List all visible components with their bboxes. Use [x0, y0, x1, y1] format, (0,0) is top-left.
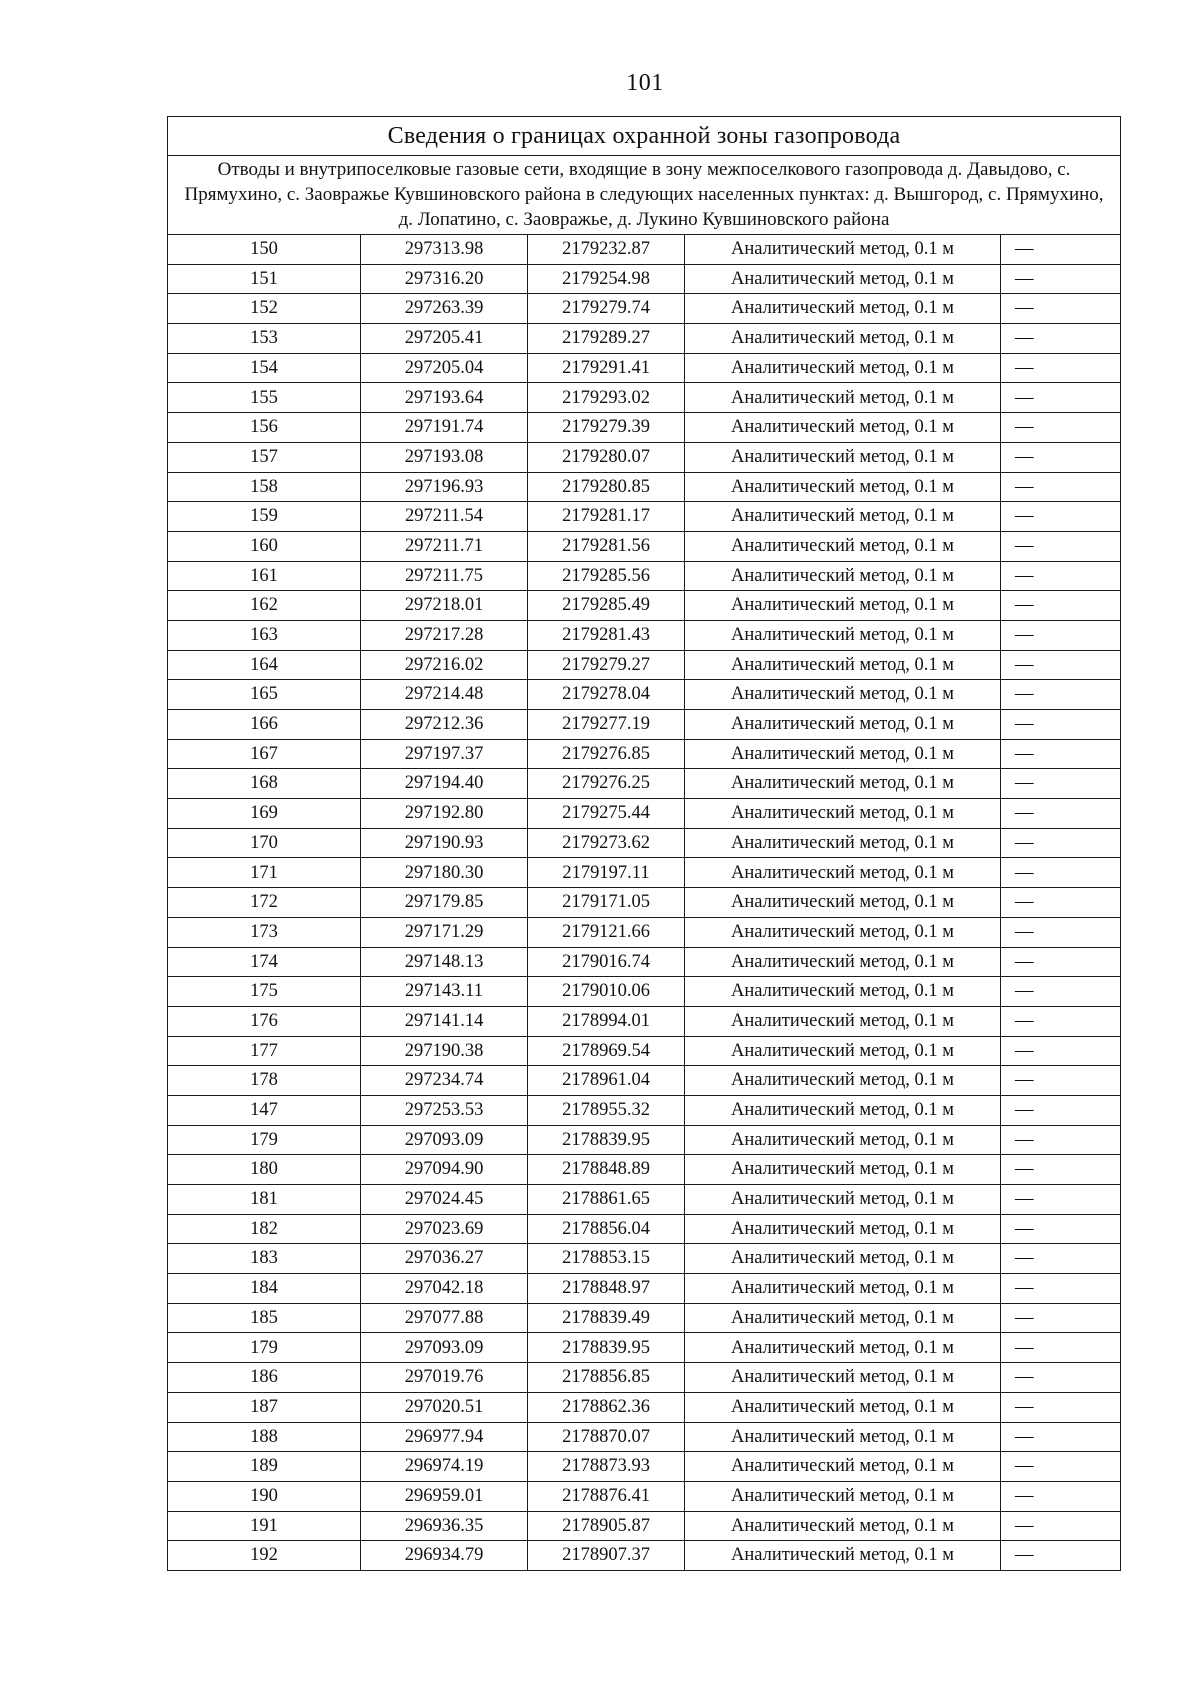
method-accuracy-cell: Аналитический метод, 0.1 м — [685, 650, 1001, 680]
description-cell: — — [1001, 739, 1121, 769]
table-row — [168, 353, 1121, 383]
point-number-cell: 175 — [168, 977, 361, 1007]
point-number-cell: 167 — [168, 739, 361, 769]
method-accuracy-cell: Аналитический метод, 0.1 м — [685, 1422, 1001, 1452]
method-accuracy-cell: Аналитический метод, 0.1 м — [685, 1006, 1001, 1036]
table-row — [168, 1244, 1121, 1274]
table-subtitle-row — [168, 156, 1121, 235]
boundary-table-container — [167, 116, 1120, 1571]
x-coordinate-cell: 297316.20 — [361, 264, 528, 294]
x-coordinate-cell: 297212.36 — [361, 710, 528, 740]
table-row — [168, 294, 1121, 324]
point-number-cell: 151 — [168, 264, 361, 294]
table-row — [168, 561, 1121, 591]
point-number-cell: 165 — [168, 680, 361, 710]
table-row — [168, 917, 1121, 947]
method-accuracy-cell: Аналитический метод, 0.1 м — [685, 917, 1001, 947]
method-accuracy-cell: Аналитический метод, 0.1 м — [685, 769, 1001, 799]
x-coordinate-cell: 297148.13 — [361, 947, 528, 977]
table-row — [168, 947, 1121, 977]
x-coordinate-cell: 297313.98 — [361, 235, 528, 265]
point-number-cell: 155 — [168, 383, 361, 413]
x-coordinate-cell: 297216.02 — [361, 650, 528, 680]
x-coordinate-cell: 297196.93 — [361, 472, 528, 502]
description-cell: — — [1001, 680, 1121, 710]
x-coordinate-cell: 296974.19 — [361, 1452, 528, 1482]
method-accuracy-cell: Аналитический метод, 0.1 м — [685, 977, 1001, 1007]
x-coordinate-cell: 297218.01 — [361, 591, 528, 621]
y-coordinate-cell: 2179281.56 — [528, 531, 685, 561]
description-cell: — — [1001, 1333, 1121, 1363]
table-row — [168, 1363, 1121, 1393]
description-cell: — — [1001, 1422, 1121, 1452]
description-cell: — — [1001, 977, 1121, 1007]
description-cell: — — [1001, 1452, 1121, 1482]
x-coordinate-cell: 297205.41 — [361, 324, 528, 354]
point-number-cell: 159 — [168, 502, 361, 532]
point-number-cell: 171 — [168, 858, 361, 888]
point-number-cell: 154 — [168, 353, 361, 383]
point-number-cell: 170 — [168, 828, 361, 858]
method-accuracy-cell: Аналитический метод, 0.1 м — [685, 680, 1001, 710]
y-coordinate-cell: 2179273.62 — [528, 828, 685, 858]
y-coordinate-cell: 2178839.95 — [528, 1125, 685, 1155]
table-row — [168, 413, 1121, 443]
table-row — [168, 620, 1121, 650]
table-row — [168, 531, 1121, 561]
description-cell: — — [1001, 294, 1121, 324]
method-accuracy-cell: Аналитический метод, 0.1 м — [685, 1363, 1001, 1393]
method-accuracy-cell: Аналитический метод, 0.1 м — [685, 1274, 1001, 1304]
x-coordinate-cell: 297211.75 — [361, 561, 528, 591]
x-coordinate-cell: 297093.09 — [361, 1125, 528, 1155]
method-accuracy-cell: Аналитический метод, 0.1 м — [685, 264, 1001, 294]
method-accuracy-cell: Аналитический метод, 0.1 м — [685, 620, 1001, 650]
point-number-cell: 191 — [168, 1511, 361, 1541]
method-accuracy-cell: Аналитический метод, 0.1 м — [685, 1392, 1001, 1422]
y-coordinate-cell: 2178862.36 — [528, 1392, 685, 1422]
point-number-cell: 176 — [168, 1006, 361, 1036]
y-coordinate-cell: 2178848.97 — [528, 1274, 685, 1304]
method-accuracy-cell: Аналитический метод, 0.1 м — [685, 1244, 1001, 1274]
y-coordinate-cell: 2178870.07 — [528, 1422, 685, 1452]
point-number-cell: 156 — [168, 413, 361, 443]
table-row — [168, 769, 1121, 799]
description-cell: — — [1001, 1481, 1121, 1511]
y-coordinate-cell: 2179232.87 — [528, 235, 685, 265]
x-coordinate-cell: 297211.71 — [361, 531, 528, 561]
method-accuracy-cell: Аналитический метод, 0.1 м — [685, 888, 1001, 918]
description-cell: — — [1001, 858, 1121, 888]
x-coordinate-cell: 297093.09 — [361, 1333, 528, 1363]
point-number-cell: 186 — [168, 1363, 361, 1393]
description-cell: — — [1001, 502, 1121, 532]
description-cell: — — [1001, 1244, 1121, 1274]
y-coordinate-cell: 2179276.85 — [528, 739, 685, 769]
table-row — [168, 442, 1121, 472]
method-accuracy-cell: Аналитический метод, 0.1 м — [685, 1066, 1001, 1096]
description-cell: — — [1001, 710, 1121, 740]
description-cell: — — [1001, 1303, 1121, 1333]
x-coordinate-cell: 297214.48 — [361, 680, 528, 710]
y-coordinate-cell: 2179279.39 — [528, 413, 685, 443]
y-coordinate-cell: 2179121.66 — [528, 917, 685, 947]
table-row — [168, 710, 1121, 740]
method-accuracy-cell: Аналитический метод, 0.1 м — [685, 413, 1001, 443]
x-coordinate-cell: 297205.04 — [361, 353, 528, 383]
y-coordinate-cell: 2178994.01 — [528, 1006, 685, 1036]
y-coordinate-cell: 2178873.93 — [528, 1452, 685, 1482]
y-coordinate-cell: 2179293.02 — [528, 383, 685, 413]
point-number-cell: 182 — [168, 1214, 361, 1244]
description-cell: — — [1001, 620, 1121, 650]
method-accuracy-cell: Аналитический метод, 0.1 м — [685, 710, 1001, 740]
description-cell: — — [1001, 591, 1121, 621]
table-row — [168, 858, 1121, 888]
point-number-cell: 172 — [168, 888, 361, 918]
description-cell: — — [1001, 947, 1121, 977]
x-coordinate-cell: 297253.53 — [361, 1095, 528, 1125]
x-coordinate-cell: 297217.28 — [361, 620, 528, 650]
method-accuracy-cell: Аналитический метод, 0.1 м — [685, 799, 1001, 829]
table-title: Сведения о границах охранной зоны газопровода — [168, 117, 1121, 156]
method-accuracy-cell: Аналитический метод, 0.1 м — [685, 1155, 1001, 1185]
y-coordinate-cell: 2179280.07 — [528, 442, 685, 472]
x-coordinate-cell: 297077.88 — [361, 1303, 528, 1333]
description-cell: — — [1001, 1274, 1121, 1304]
point-number-cell: 181 — [168, 1185, 361, 1215]
y-coordinate-cell: 2179281.43 — [528, 620, 685, 650]
description-cell: — — [1001, 1185, 1121, 1215]
y-coordinate-cell: 2178856.85 — [528, 1363, 685, 1393]
method-accuracy-cell: Аналитический метод, 0.1 м — [685, 858, 1001, 888]
description-cell: — — [1001, 1214, 1121, 1244]
x-coordinate-cell: 297180.30 — [361, 858, 528, 888]
y-coordinate-cell: 2178856.04 — [528, 1214, 685, 1244]
y-coordinate-cell: 2178839.49 — [528, 1303, 685, 1333]
point-number-cell: 178 — [168, 1066, 361, 1096]
description-cell: — — [1001, 888, 1121, 918]
description-cell: — — [1001, 1036, 1121, 1066]
point-number-cell: 161 — [168, 561, 361, 591]
method-accuracy-cell: Аналитический метод, 0.1 м — [685, 235, 1001, 265]
y-coordinate-cell: 2179280.85 — [528, 472, 685, 502]
description-cell: — — [1001, 413, 1121, 443]
y-coordinate-cell: 2179281.17 — [528, 502, 685, 532]
x-coordinate-cell: 297211.54 — [361, 502, 528, 532]
description-cell: — — [1001, 1006, 1121, 1036]
method-accuracy-cell: Аналитический метод, 0.1 м — [685, 739, 1001, 769]
description-cell: — — [1001, 383, 1121, 413]
y-coordinate-cell: 2179279.74 — [528, 294, 685, 324]
table-row — [168, 799, 1121, 829]
y-coordinate-cell: 2179016.74 — [528, 947, 685, 977]
table-row — [168, 1185, 1121, 1215]
x-coordinate-cell: 297141.14 — [361, 1006, 528, 1036]
method-accuracy-cell: Аналитический метод, 0.1 м — [685, 442, 1001, 472]
description-cell: — — [1001, 1392, 1121, 1422]
table-row — [168, 1303, 1121, 1333]
y-coordinate-cell: 2178853.15 — [528, 1244, 685, 1274]
page-number: 101 — [626, 70, 664, 96]
description-cell: — — [1001, 1363, 1121, 1393]
method-accuracy-cell: Аналитический метод, 0.1 м — [685, 1541, 1001, 1571]
table-subtitle: Отводы и внутрипоселковые газовые сети, входящие в зону межпоселкового газопровода д. Давыдово, с. Прямухино, с. Заовражье Кувшиновского района в следующих населенных пунктах: д. Вышгород, с. Прямухино, д. Лопатино, с. Заовражье, д. Лукино Кувшиновского района — [168, 156, 1121, 235]
table-row — [168, 888, 1121, 918]
method-accuracy-cell: Аналитический метод, 0.1 м — [685, 1095, 1001, 1125]
description-cell: — — [1001, 264, 1121, 294]
point-number-cell: 188 — [168, 1422, 361, 1452]
x-coordinate-cell: 297193.64 — [361, 383, 528, 413]
y-coordinate-cell: 2179279.27 — [528, 650, 685, 680]
table-row — [168, 1274, 1121, 1304]
x-coordinate-cell: 297190.38 — [361, 1036, 528, 1066]
x-coordinate-cell: 297023.69 — [361, 1214, 528, 1244]
point-number-cell: 162 — [168, 591, 361, 621]
y-coordinate-cell: 2178905.87 — [528, 1511, 685, 1541]
x-coordinate-cell: 297094.90 — [361, 1155, 528, 1185]
table-row — [168, 650, 1121, 680]
method-accuracy-cell: Аналитический метод, 0.1 м — [685, 1452, 1001, 1482]
description-cell: — — [1001, 531, 1121, 561]
y-coordinate-cell: 2178961.04 — [528, 1066, 685, 1096]
x-coordinate-cell: 297171.29 — [361, 917, 528, 947]
x-coordinate-cell: 297194.40 — [361, 769, 528, 799]
y-coordinate-cell: 2178876.41 — [528, 1481, 685, 1511]
point-number-cell: 179 — [168, 1333, 361, 1363]
table-row — [168, 1036, 1121, 1066]
point-number-cell: 185 — [168, 1303, 361, 1333]
point-number-cell: 189 — [168, 1452, 361, 1482]
point-number-cell: 179 — [168, 1125, 361, 1155]
x-coordinate-cell: 297193.08 — [361, 442, 528, 472]
y-coordinate-cell: 2179010.06 — [528, 977, 685, 1007]
description-cell: — — [1001, 769, 1121, 799]
point-number-cell: 184 — [168, 1274, 361, 1304]
table-title-row — [168, 117, 1121, 156]
method-accuracy-cell: Аналитический метод, 0.1 м — [685, 1125, 1001, 1155]
point-number-cell: 147 — [168, 1095, 361, 1125]
description-cell: — — [1001, 1511, 1121, 1541]
method-accuracy-cell: Аналитический метод, 0.1 м — [685, 1511, 1001, 1541]
table-row — [168, 1095, 1121, 1125]
table-row — [168, 1481, 1121, 1511]
table-row — [168, 1452, 1121, 1482]
table-row — [168, 1006, 1121, 1036]
method-accuracy-cell: Аналитический метод, 0.1 м — [685, 294, 1001, 324]
x-coordinate-cell: 297263.39 — [361, 294, 528, 324]
description-cell: — — [1001, 1541, 1121, 1571]
table-row — [168, 235, 1121, 265]
table-row — [168, 324, 1121, 354]
method-accuracy-cell: Аналитический метод, 0.1 м — [685, 561, 1001, 591]
point-number-cell: 168 — [168, 769, 361, 799]
table-row — [168, 1066, 1121, 1096]
x-coordinate-cell: 297019.76 — [361, 1363, 528, 1393]
method-accuracy-cell: Аналитический метод, 0.1 м — [685, 828, 1001, 858]
y-coordinate-cell: 2179289.27 — [528, 324, 685, 354]
table-row — [168, 1422, 1121, 1452]
point-number-cell: 158 — [168, 472, 361, 502]
x-coordinate-cell: 297042.18 — [361, 1274, 528, 1304]
method-accuracy-cell: Аналитический метод, 0.1 м — [685, 353, 1001, 383]
x-coordinate-cell: 297179.85 — [361, 888, 528, 918]
table-row — [168, 1214, 1121, 1244]
y-coordinate-cell: 2178839.95 — [528, 1333, 685, 1363]
x-coordinate-cell: 297024.45 — [361, 1185, 528, 1215]
y-coordinate-cell: 2178861.65 — [528, 1185, 685, 1215]
description-cell: — — [1001, 799, 1121, 829]
table-row — [168, 472, 1121, 502]
y-coordinate-cell: 2178969.54 — [528, 1036, 685, 1066]
table-row — [168, 502, 1121, 532]
method-accuracy-cell: Аналитический метод, 0.1 м — [685, 472, 1001, 502]
table-row — [168, 1125, 1121, 1155]
table-row — [168, 977, 1121, 1007]
point-number-cell: 187 — [168, 1392, 361, 1422]
x-coordinate-cell: 297190.93 — [361, 828, 528, 858]
table-row — [168, 383, 1121, 413]
y-coordinate-cell: 2178848.89 — [528, 1155, 685, 1185]
y-coordinate-cell: 2179171.05 — [528, 888, 685, 918]
method-accuracy-cell: Аналитический метод, 0.1 м — [685, 1214, 1001, 1244]
method-accuracy-cell: Аналитический метод, 0.1 м — [685, 1303, 1001, 1333]
description-cell: — — [1001, 917, 1121, 947]
point-number-cell: 157 — [168, 442, 361, 472]
description-cell: — — [1001, 1125, 1121, 1155]
boundary-table — [167, 116, 1121, 1571]
method-accuracy-cell: Аналитический метод, 0.1 м — [685, 1481, 1001, 1511]
y-coordinate-cell: 2179291.41 — [528, 353, 685, 383]
table-row — [168, 1392, 1121, 1422]
point-number-cell: 152 — [168, 294, 361, 324]
y-coordinate-cell: 2179285.49 — [528, 591, 685, 621]
point-number-cell: 169 — [168, 799, 361, 829]
point-number-cell: 174 — [168, 947, 361, 977]
description-cell: — — [1001, 650, 1121, 680]
description-cell: — — [1001, 235, 1121, 265]
y-coordinate-cell: 2179276.25 — [528, 769, 685, 799]
x-coordinate-cell: 297191.74 — [361, 413, 528, 443]
description-cell: — — [1001, 472, 1121, 502]
table-row — [168, 1541, 1121, 1571]
method-accuracy-cell: Аналитический метод, 0.1 м — [685, 531, 1001, 561]
y-coordinate-cell: 2178907.37 — [528, 1541, 685, 1571]
method-accuracy-cell: Аналитический метод, 0.1 м — [685, 591, 1001, 621]
method-accuracy-cell: Аналитический метод, 0.1 м — [685, 1185, 1001, 1215]
table-row — [168, 591, 1121, 621]
x-coordinate-cell: 297143.11 — [361, 977, 528, 1007]
x-coordinate-cell: 296959.01 — [361, 1481, 528, 1511]
point-number-cell: 190 — [168, 1481, 361, 1511]
x-coordinate-cell: 296977.94 — [361, 1422, 528, 1452]
point-number-cell: 153 — [168, 324, 361, 354]
method-accuracy-cell: Аналитический метод, 0.1 м — [685, 502, 1001, 532]
method-accuracy-cell: Аналитический метод, 0.1 м — [685, 324, 1001, 354]
x-coordinate-cell: 296934.79 — [361, 1541, 528, 1571]
description-cell: — — [1001, 1155, 1121, 1185]
point-number-cell: 180 — [168, 1155, 361, 1185]
table-row — [168, 1155, 1121, 1185]
point-number-cell: 150 — [168, 235, 361, 265]
table-row — [168, 680, 1121, 710]
description-cell: — — [1001, 1066, 1121, 1096]
table-row — [168, 739, 1121, 769]
y-coordinate-cell: 2179254.98 — [528, 264, 685, 294]
y-coordinate-cell: 2178955.32 — [528, 1095, 685, 1125]
x-coordinate-cell: 297036.27 — [361, 1244, 528, 1274]
x-coordinate-cell: 297020.51 — [361, 1392, 528, 1422]
y-coordinate-cell: 2179285.56 — [528, 561, 685, 591]
point-number-cell: 160 — [168, 531, 361, 561]
description-cell: — — [1001, 324, 1121, 354]
description-cell: — — [1001, 1095, 1121, 1125]
point-number-cell: 192 — [168, 1541, 361, 1571]
description-cell: — — [1001, 828, 1121, 858]
point-number-cell: 166 — [168, 710, 361, 740]
description-cell: — — [1001, 442, 1121, 472]
method-accuracy-cell: Аналитический метод, 0.1 м — [685, 1333, 1001, 1363]
description-cell: — — [1001, 561, 1121, 591]
description-cell: — — [1001, 353, 1121, 383]
point-number-cell: 163 — [168, 620, 361, 650]
method-accuracy-cell: Аналитический метод, 0.1 м — [685, 383, 1001, 413]
y-coordinate-cell: 2179277.19 — [528, 710, 685, 740]
y-coordinate-cell: 2179197.11 — [528, 858, 685, 888]
x-coordinate-cell: 297234.74 — [361, 1066, 528, 1096]
point-number-cell: 177 — [168, 1036, 361, 1066]
point-number-cell: 173 — [168, 917, 361, 947]
point-number-cell: 164 — [168, 650, 361, 680]
y-coordinate-cell: 2179275.44 — [528, 799, 685, 829]
x-coordinate-cell: 297192.80 — [361, 799, 528, 829]
table-row — [168, 1333, 1121, 1363]
method-accuracy-cell: Аналитический метод, 0.1 м — [685, 1036, 1001, 1066]
table-row — [168, 264, 1121, 294]
x-coordinate-cell: 296936.35 — [361, 1511, 528, 1541]
table-row — [168, 828, 1121, 858]
method-accuracy-cell: Аналитический метод, 0.1 м — [685, 947, 1001, 977]
point-number-cell: 183 — [168, 1244, 361, 1274]
table-row — [168, 1511, 1121, 1541]
x-coordinate-cell: 297197.37 — [361, 739, 528, 769]
y-coordinate-cell: 2179278.04 — [528, 680, 685, 710]
